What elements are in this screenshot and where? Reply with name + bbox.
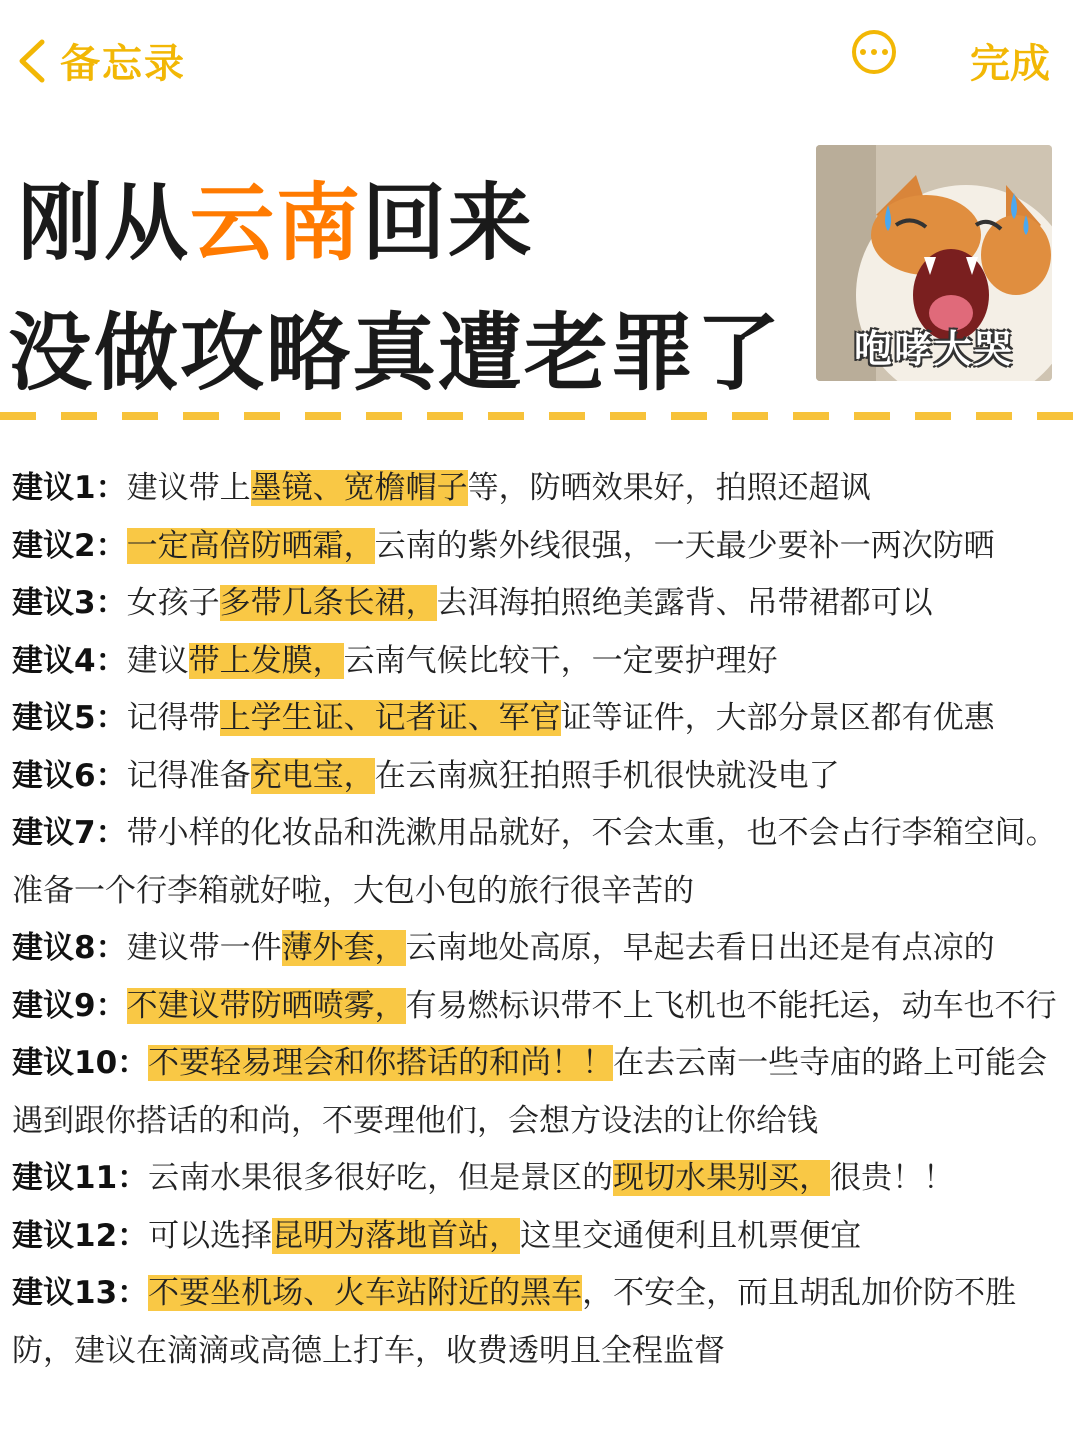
divider-dash [793,412,829,420]
back-button[interactable] [14,32,186,89]
done-button[interactable]: 完成 [970,41,1050,87]
divider-dash [915,412,951,420]
tip-label: 建议8： [12,930,127,966]
tip-text: 云南水果很多很好吃，但是景区的 [148,1160,614,1196]
tip-text: 很贵！！ [830,1160,955,1196]
tip-item [12,978,1072,1036]
tip-text: 云南的紫外线很强，一天最少要补一两次防晒 [374,527,995,564]
tip-label: 建议13： [12,1275,149,1311]
more-button[interactable] [852,30,896,74]
tip-label: 建议3： [12,585,127,621]
tip-label: 建议1： [12,470,127,506]
tip-label: 建议9： [12,987,127,1024]
title-highlight: 云南 [190,174,363,272]
tip-text: ，不安全，而且胡乱加价防不胜防，建议在滴滴或高德上打车，收费透明且全程监督 [12,1275,1017,1369]
divider-dash [732,412,768,420]
title-line-1: 刚从云南回来 [18,174,535,272]
tip-label: 建议5： [12,700,127,736]
tip-highlight: 一定高倍防晒霜， [126,527,375,564]
divider-dash [671,412,707,420]
tip-item [12,633,1072,691]
tip-item [12,920,1072,978]
tip-text: 这里交通便利且机票便宜 [520,1217,862,1254]
tip-item [12,1035,1072,1150]
tip-item [12,748,1072,806]
chevron-left-icon [14,38,50,84]
tip-text: 在去云南一些寺庙的路上可能会遇到跟你搭话的和尚，不要理他们，会想方设法的让你给钱 [12,1045,1048,1139]
tip-text: 带小样的化妆品和洗漱用品就好，不会太重，也不会占行李箱空间。准备一个行李箱就好啦，大包小包的旅行很辛苦的 [12,815,1057,909]
divider-dash [366,412,402,420]
tip-label: 建议2： [12,527,127,564]
tip-highlight: 现切水果别买， [613,1160,831,1196]
tip-text: 证等证件，大部分景区都有优惠 [560,700,995,736]
tip-item [12,805,1072,920]
tip-text: 有易燃标识带不上飞机也不能托运，动车也不行 [405,987,1057,1024]
tip-highlight: 不要轻易理会和你搭话的和尚！！ [148,1045,614,1081]
divider-dash [976,412,1012,420]
tip-label: 建议11： [12,1160,149,1196]
tip-text: 女孩子 [126,585,220,621]
tip-label: 建议4： [12,642,127,679]
tip-text: 建议带上 [126,470,251,506]
tip-item [12,1265,1072,1380]
tip-highlight: 昆明为落地首站， [272,1217,521,1254]
more-dots-icon [860,49,866,55]
meme-caption: 咆哮大哭 [853,327,1014,371]
tip-label: 建议7： [12,815,127,851]
tip-text: 建议带一件 [126,930,282,966]
divider-dash [305,412,341,420]
divider-dash [427,412,463,420]
tip-text: 可以选择 [148,1217,273,1254]
tip-item [12,575,1072,633]
tip-highlight: 不建议带防晒喷雾， [126,987,406,1024]
tip-item [12,460,1072,518]
tip-highlight: 带上发膜， [188,642,344,679]
divider-dash [488,412,524,420]
divider-dash [122,412,158,420]
meme-image [816,145,1052,381]
tip-item [12,690,1072,748]
tip-label: 建议6： [12,757,127,794]
tip-item [12,1150,1072,1208]
back-label: 备忘录 [60,41,186,87]
tip-text: 云南地处高原，早起去看日出还是有点凉的 [405,930,995,966]
divider-dash [183,412,219,420]
divider-dash [61,412,97,420]
tip-highlight: 上学生证、记者证、军官 [219,700,561,736]
divider-dash [244,412,280,420]
divider-dash [854,412,890,420]
tip-highlight: 薄外套， [281,930,406,966]
divider-dash [0,412,36,420]
dashed-divider [0,412,1080,420]
top-bar [0,0,1080,110]
divider-dash [1037,412,1073,420]
tip-label: 建议10： [12,1045,149,1081]
divider-dash [549,412,585,420]
tip-label: 建议12： [12,1217,149,1254]
title-line-2: 没做攻略真遭老罪了 [8,304,783,402]
tip-item [12,1208,1072,1266]
tip-highlight: 多带几条长裙， [219,585,437,621]
tip-highlight: 不要坐机场、火车站附近的黑车 [148,1275,583,1311]
divider-dash [610,412,646,420]
tip-highlight: 墨镜、宽檐帽子 [250,470,468,506]
tip-text: 建议 [126,642,189,679]
tip-text: 记得准备 [126,757,251,794]
tips-list [12,460,1072,1380]
tip-text: 云南气候比较干，一定要护理好 [343,642,778,679]
tip-text: 去洱海拍照绝美露背、吊带裙都可以 [436,585,933,621]
tip-text: 记得带 [126,700,220,736]
tip-item [12,518,1072,576]
tip-text: 等，防晒效果好，拍照还超讽 [467,470,871,506]
tip-text: 在云南疯狂拍照手机很快就没电了 [374,757,840,794]
tip-highlight: 充电宝， [250,757,375,794]
